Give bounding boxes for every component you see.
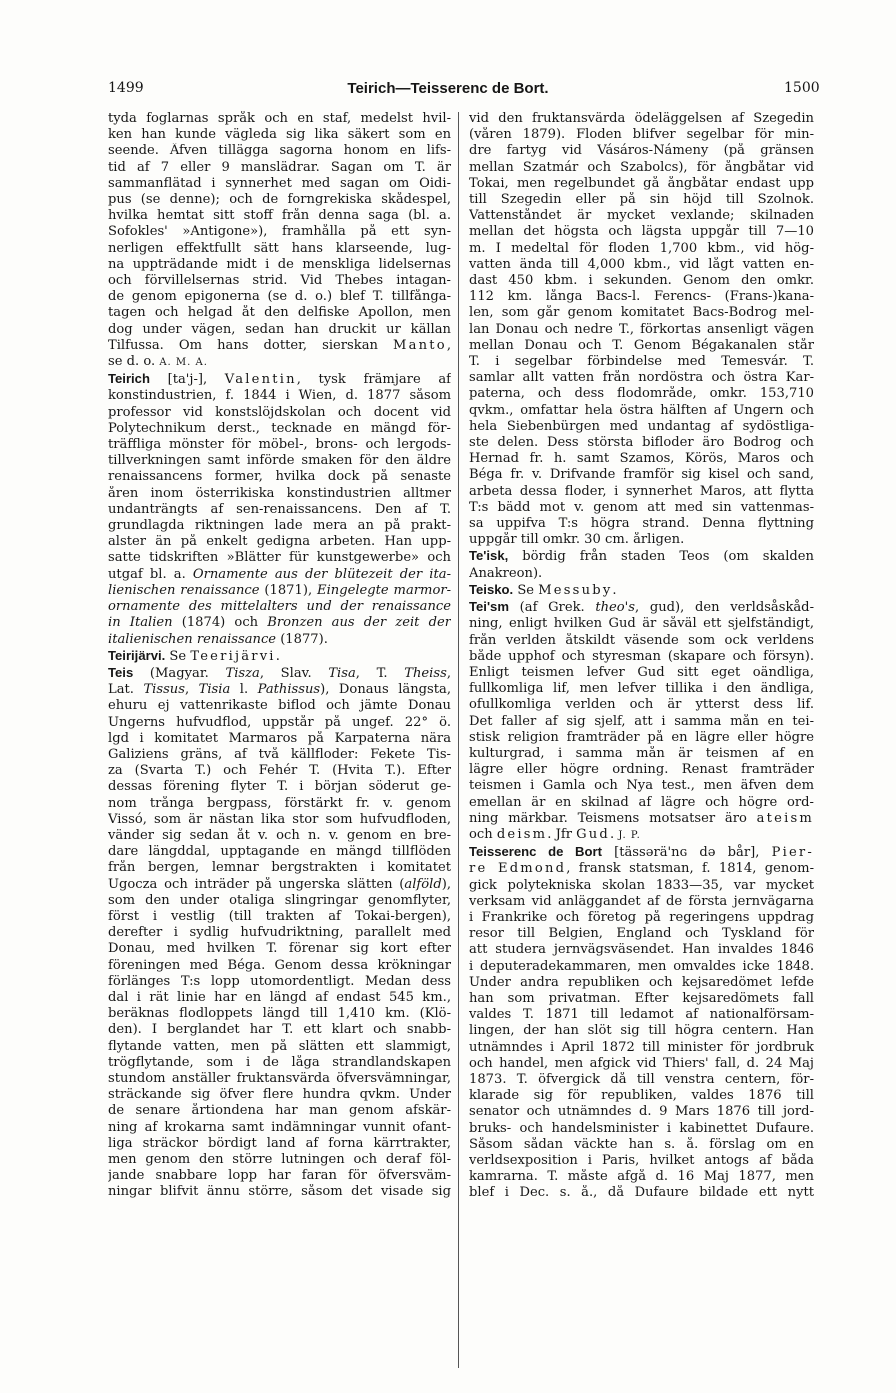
text-line: både upphof och styresman (skapare och försyn).	[469, 648, 814, 664]
text-line: han som privatman. Efter kejsaredömets fall	[469, 990, 814, 1006]
text-line: vänder sig sedan åt v. och n. v. genom en bre-	[108, 827, 451, 843]
text-line: men genom den större lutningen och deraf föl-	[108, 1152, 451, 1167]
text-line: klarade sig för republiken, valdes 1876 till	[469, 1088, 814, 1104]
text-line: kamrarna. T. måste afgå d. 16 Maj 1877, men	[469, 1169, 814, 1185]
text-line: Såsom sådan väckte han s. å. förslag om en	[469, 1136, 814, 1152]
text-line: den). I berglandet har T. ett klart och snabb-	[108, 1022, 451, 1038]
text-line: Sofokles' »Antigone»), framhålla på ett syn-	[108, 224, 451, 240]
text-line: åren inom österrikiska konstindustrien alltmer	[108, 485, 451, 501]
text-line: arbeta dessa floder, i synnerhet Maros, att flytta	[469, 483, 814, 499]
text-line: teismen i Gamla och Nya test., men äfven dem	[469, 778, 814, 794]
text-line: kulturgrad, i samma mån är teismen af en	[469, 745, 814, 761]
text-line: in Italien (1874) och Bronzen aus der zeit der	[108, 615, 451, 631]
column-divider	[458, 112, 459, 1368]
text-line: vatten ända till 4,000 kbm., vid lågt vatten en-	[469, 256, 814, 272]
text-line: grundlagda riktningen lade mera an på prakt-	[108, 518, 451, 534]
text-line: Enligt teismen lefver Gud sitt eget oändliga,	[469, 664, 814, 680]
text-line: sträckande sig öfver flere hundra qvkm. Under	[108, 1087, 451, 1103]
text-line: lienischen renaissance (1871), Eingelegte marmor-	[108, 582, 451, 598]
text-line: tyda foglarnas språk och en staf, medelst hvil-	[108, 111, 451, 126]
text-line: och deism. Jfr Gud. J. P.	[469, 826, 641, 842]
text-line: till Szegedin eller på sin höjd till Szolnok.	[469, 192, 814, 208]
text-line: dre fartyg vid Vásáros-Námeny (på gränsen	[469, 143, 814, 159]
text-line: Lat. Tissus, Tisia l. Pathissus), Donaus längsta,	[108, 682, 451, 698]
text-line: sa uppifva T:s högra strand. Denna flyttning	[469, 516, 814, 532]
text-line: dast 450 kbm. i sekunden. Genom den omkr.	[469, 273, 814, 289]
text-line: qvkm., omfattar hela östra hälften af Ungern och	[469, 402, 814, 418]
text-line: undanträngts af sen-renaissancens. Den af T.	[108, 501, 451, 517]
text-line: T:s bädd mot v. genom att med sin vattenmas-	[469, 499, 814, 515]
text-line: Galiziens gräns, af två källfloder: Fekete Tis-	[108, 746, 451, 762]
text-line: Teirijärvi. Se Teerijärvi.	[108, 647, 280, 664]
text-line: som den under otaliga slingringar genomflyter,	[108, 892, 451, 908]
text-line: verldsexposition i Paris, hvilket antogs af båda	[469, 1153, 814, 1168]
text-line: konstindustrien, f. 1844 i Wien, d. 1877 såsom	[108, 388, 451, 404]
text-line: Teis (Magyar. Tisza, Slav. Tisa, T. Theiss,	[108, 664, 451, 681]
text-line: Teisserenc de Bort [tässərä'nɢ də bår], Pier-	[469, 844, 814, 861]
text-line: Polytechnikum derst., tecknade en mängd för-	[108, 420, 451, 436]
text-line: na uppträdande midt i de menskliga lidelsernas	[108, 256, 451, 272]
text-line: och förvillelsernas strid. Vid Thebes intagan-	[108, 273, 451, 289]
text-line: re Edmond, fransk statsman, f. 1814, genom-	[469, 861, 814, 877]
text-line: de senare årtiondena har man genom afskär-	[108, 1103, 451, 1119]
text-line: renaissancens former, hvilka dock på senaste	[108, 469, 451, 485]
text-line: beräknas flodloppets längd till 1,410 km. (Klö-	[108, 1006, 451, 1022]
text-line: m. I medeltal för floden 1,700 kbm., vid hög-	[469, 240, 814, 256]
text-line: ehuru ej vattenrikaste biflod och jämte Donau	[108, 698, 451, 714]
page-number-left: 1499	[108, 80, 144, 96]
text-line: tagen och helgad åt den delfiske Apollon, men	[108, 305, 451, 321]
text-line: nom trånga bergpass, förstärkt fr. v. genom	[108, 795, 451, 811]
text-line: ste delen. Dess största bifloder äro Bodrog och	[469, 435, 814, 451]
right-column	[469, 111, 814, 1202]
text-line: trögflytande, som i de låga strandlandskapen	[108, 1054, 451, 1070]
text-line: Béga fr. v. Drifvande framför sig kisel och sand,	[469, 467, 814, 483]
text-line: se d. o. A. M. A.	[108, 354, 208, 370]
text-line: Teisko. Se Messuby.	[469, 581, 617, 598]
text-line: jande snabbare lopp har faran för öfversväm-	[108, 1168, 451, 1184]
text-line: utgaf bl. a. Ornamente aus der blütezeit der ita-	[108, 566, 451, 582]
text-line: dare längddal, upptagande en mängd tillflöden	[108, 844, 451, 860]
text-line: paterna, och dess flodområde, omkr. 153,710	[469, 386, 814, 402]
text-line: resor till Belgien, England och Tyskland för	[469, 926, 814, 942]
text-line: verksam vid anläggandet af de första jernvägarna	[469, 893, 814, 909]
text-line: Det faller af sig sjelf, att i samma mån en tei-	[469, 713, 814, 729]
text-line: att studera jernvägsväsendet. Han invaldes 1846	[469, 942, 814, 958]
text-line: samlar allt vatten från nordöstra och östra Kar-	[469, 370, 814, 386]
text-line: Anakreon).	[469, 565, 543, 581]
text-line: ning af krokarna samt indämningar vunnit ofant-	[108, 1119, 451, 1135]
text-line: Te'isk, bördig från staden Teos (om skalden	[469, 548, 814, 565]
text-line: 1873. T. öfvergick då till venstra centern, för-	[469, 1071, 814, 1087]
text-line: lingen, der han slöt sig till högra centern. Han	[469, 1023, 814, 1039]
text-line: mellan det högsta och lägsta uppgår till 7—10	[469, 224, 814, 240]
text-line: nerligen effektfullt sätt hans klarseende, lug-	[108, 240, 451, 256]
text-line: 112 km. långa Bacs-l. Ferencs- (Frans-)kana-	[469, 289, 814, 305]
text-line: valdes T. 1871 till ledamot af nationalförsam-	[469, 1007, 814, 1023]
text-line: flytande vatten, men på slätten ett slammigt,	[108, 1038, 451, 1054]
text-line: lägre eller högre ordning. Renast framträder	[469, 762, 814, 778]
text-line: Ungerns hufvudflod, uppstår på ungef. 22° ö.	[108, 714, 451, 730]
text-line: från verlden åtskildt väsende som ock verldens	[469, 632, 814, 648]
text-line: och handel, men afgick vid Thiers' fall, d. 24 Maj	[469, 1055, 814, 1071]
text-line: len, som går genom komitatet Bacs-Bodrog mel-	[469, 305, 814, 321]
text-line: de genom epigonerna (se d. o.) blef T. tillfånga-	[108, 289, 451, 305]
text-line: förlänges T:s lopp utomordentligt. Medan dess	[108, 973, 451, 989]
text-line: stundom anställer fruktansvärda öfversvämningar,	[108, 1070, 451, 1086]
text-line: ofullkomliga verlden och är ytterst dess lif.	[469, 697, 814, 713]
text-line: gick polytekniska skolan 1833—35, var mycket	[469, 877, 814, 893]
text-line: liga sträckor bördigt land af forna kärrtrakter,	[108, 1135, 451, 1151]
text-line: hvilka hemtat sitt stoff från denna saga (bl. a.	[108, 208, 451, 224]
text-line: bruks- och handelsminister i kabinettet Dufaure.	[469, 1120, 814, 1136]
text-line: emellan är en skilnad af lägre och högre ord-	[469, 794, 814, 810]
text-line: Hernad fr. h. samt Szamos, Körös, Maros och	[469, 451, 814, 467]
text-line: ken han kunde vägleda sig lika säkert som en	[108, 127, 451, 143]
text-line: ornamente des mittelalters und der renaissance	[108, 599, 451, 615]
text-line: sammanflätad i synnerhet med sagan om Oidi-	[108, 175, 451, 191]
text-line: Teirich [ta'j-], Valentin, tysk främjare af	[108, 371, 451, 388]
text-line: za (Svarta T.) och Fehér T. (Hvita T.). Efter	[108, 763, 451, 779]
text-line: från bergen, lemnar bergstrakten i komitatet	[108, 860, 451, 876]
text-line: alster än på enkelt gedigna arbeten. Han upp-	[108, 534, 451, 550]
text-line: Donau, med hvilken T. förenar sig kort efter	[108, 941, 451, 957]
text-line: italienischen renaissance (1877).	[108, 631, 328, 647]
text-line: tillverkningen samt införde smaken för den äldre	[108, 453, 451, 469]
text-line: vid den fruktansvärda ödeläggelsen af Szegedin	[469, 111, 814, 126]
text-line: derefter i sydlig hufvudriktning, parallelt med	[108, 925, 451, 941]
text-line: (våren 1879). Floden blifver segelbar för min-	[469, 127, 814, 143]
text-line: dessas förening flyter T. i början söderut ge-	[108, 779, 451, 795]
text-line: utnämndes i April 1872 till minister för jordbruk	[469, 1039, 814, 1055]
text-line: satte tidskriften »Blätter für kunstgewerbe» och	[108, 550, 451, 566]
text-line: ning märkbar. Teismens motsatser äro ateism	[469, 810, 814, 826]
text-line: träffliga mönster för möbel-, brons- och lergods-	[108, 437, 451, 453]
text-line: stisk religion framträder på en lägre eller högre	[469, 729, 814, 745]
running-head: Teirich—Teisserenc de Bort.	[347, 80, 549, 97]
text-line: pus (se denne); och de forngrekiska skådespel,	[108, 192, 451, 208]
text-line: Vattenståndet är mycket vexlande; skilnaden	[469, 208, 814, 224]
text-line: tid af 7 eller 9 manslädrar. Sagan om T. är	[108, 159, 451, 175]
text-line: dog under vägen, sedan han druckit ur källan	[108, 321, 451, 337]
text-line: mellan Szatmár och Szabolcs), för ångbåtar vid	[469, 159, 814, 175]
text-line: uppgår till omkr. 30 cm. årligen.	[469, 532, 685, 548]
text-line: Under andra republiken och kejsaredömet lefde	[469, 974, 814, 990]
text-line: Tei'sm (af Grek. theo's, gud), den verldsåskåd-	[469, 599, 814, 616]
text-line: i deputeradekammaren, men omvaldes icke 1848.	[469, 958, 814, 974]
text-line: dal i rät linie har en längd af endast 545 km.,	[108, 989, 451, 1005]
text-line: hela Siebenbürgen med undantag af sydöstliga-	[469, 418, 814, 434]
text-line: i Frankrike och företog på regeringens uppdrag	[469, 909, 814, 925]
text-line: först i vestlig (till trakten af Tokai-bergen),	[108, 908, 451, 924]
text-line: föreningen med Béga. Genom dessa krökningar	[108, 957, 451, 973]
text-line: fullkomliga lif, men lefver tillika i den ändliga,	[469, 681, 814, 697]
page-number-right: 1500	[784, 80, 820, 96]
text-line: mellan Donau och T. Genom Bégakanalen står	[469, 337, 814, 353]
text-line: Tilfussa. Om hans dotter, sierskan Manto,	[108, 337, 451, 353]
text-line: seende. Äfven tillägga sagorna honom en lifs-	[108, 143, 451, 159]
text-line: blef i Dec. s. å., då Dufaure bildade ett nytt	[469, 1185, 814, 1201]
text-line: lgd i komitatet Marmaros på Karpaterna nära	[108, 730, 451, 746]
text-line: professor vid konstslöjdskolan och docent vid	[108, 404, 451, 420]
left-column	[108, 111, 451, 1201]
text-line: lan Donau och nedre T., förkortas ansenligt vägen	[469, 321, 814, 337]
text-line: T. i segelbar förbindelse med Temesvár. T.	[469, 354, 814, 370]
text-line: Tokai, men regelbundet gå ångbåtar endast upp	[469, 175, 814, 191]
text-line: ningar blifvit ännu större, såsom det visade sig	[108, 1184, 451, 1200]
text-line: senator och utnämndes d. 9 Mars 1876 till jord-	[469, 1104, 814, 1120]
text-line: Vissó, som är nästan lika stor som hufvudfloden,	[108, 811, 451, 827]
text-line: Ugocza och inträder på ungerska slätten (alföld),	[108, 876, 451, 892]
text-line: ning, enligt hvilken Gud är såväl ett sjelfständigt,	[469, 616, 814, 632]
